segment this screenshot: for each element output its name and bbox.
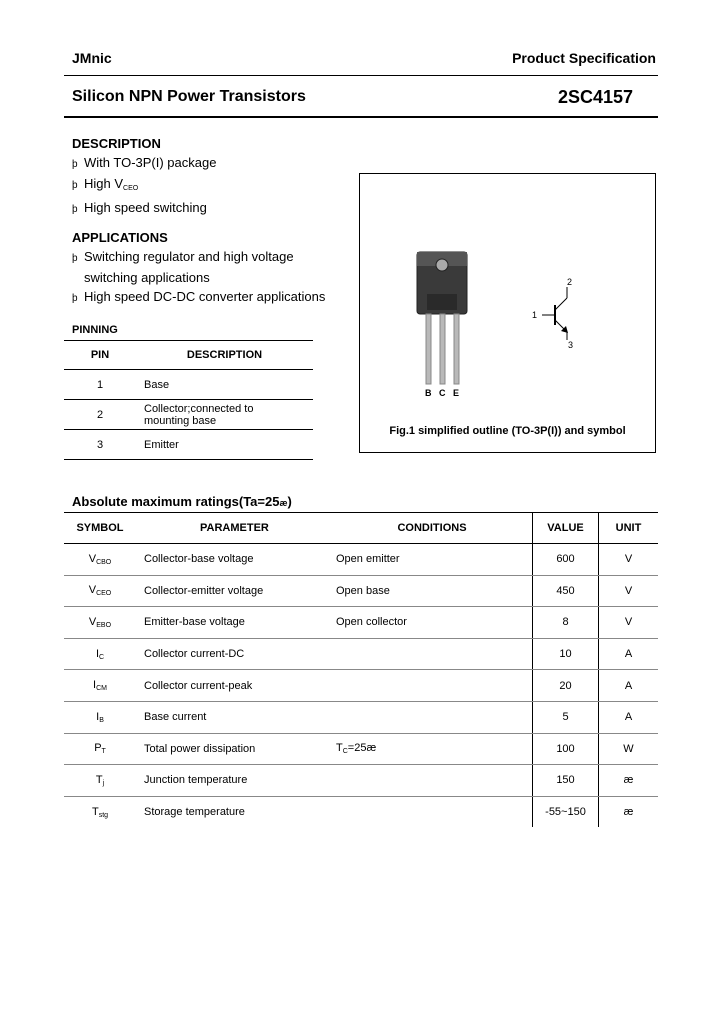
conditions-cell: Open emitter [332, 544, 533, 576]
parameter-cell: Collector-base voltage [136, 544, 332, 576]
description-list [72, 153, 216, 219]
bullet-mark: þ [72, 253, 78, 264]
table-row [64, 733, 658, 765]
lead-base [426, 314, 431, 384]
value-cell: 20 [533, 670, 599, 702]
unit-cell: V [599, 544, 659, 576]
figure-caption: Fig.1 simplified outline (TO-3P(I)) and symbol [389, 425, 626, 437]
unit-cell: V [599, 575, 659, 607]
column-header: PARAMETER [136, 513, 332, 544]
parameter-cell: Collector-emitter voltage [136, 575, 332, 607]
application-item: þ High speed DC-DC converter applications [72, 287, 325, 308]
table-row [64, 575, 658, 607]
header-divider [64, 75, 658, 76]
description-item: þ High $V_{CEO}$ [72, 174, 216, 198]
value-cell: -55~150 [533, 796, 599, 827]
table-row [64, 638, 658, 670]
lead-label: E [453, 388, 460, 398]
bullet-mark: þ [72, 293, 78, 304]
column-header: UNIT [599, 513, 659, 544]
doc-type: Product Specification [512, 50, 656, 66]
column-header: PIN [64, 341, 136, 370]
title-divider [64, 116, 658, 118]
pinning-table [64, 340, 313, 460]
symbol-cell: $V_{EBO}$ [64, 607, 136, 639]
parameter-cell: Base current [136, 701, 332, 733]
table-header-row [64, 513, 658, 544]
pin-number: 1 [64, 370, 136, 400]
part-number: 2SC4157 [558, 87, 634, 107]
table-row [64, 670, 658, 702]
table-row [64, 765, 658, 797]
symbol-cell: $I_C$ [64, 638, 136, 670]
table-row [64, 607, 658, 639]
symbol-cell: $V_{CEO}$ [64, 575, 136, 607]
conditions-cell [332, 765, 533, 797]
application-item: þ Switching regulator and high voltage [72, 247, 325, 268]
column-header: SYMBOL [64, 513, 136, 544]
table-row [64, 430, 313, 460]
lead-collector [440, 314, 445, 384]
unit-cell: A [599, 638, 659, 670]
table-row [64, 400, 313, 430]
column-header: CONDITIONS [332, 513, 533, 544]
symbol-cell: $V_{CBO}$ [64, 544, 136, 576]
applications-list [72, 247, 325, 308]
column-header: DESCRIPTION [136, 341, 313, 370]
symbol-label: 3 [568, 340, 574, 350]
description-item: þ With TO-3P(I) package [72, 153, 216, 174]
product-title: Silicon NPN Power Transistors [72, 88, 306, 105]
application-item-continued: switching applications [84, 270, 210, 285]
value-cell: 450 [533, 575, 599, 607]
symbol-cell: $T_j$ [64, 765, 136, 797]
parameter-cell: Emitter-base voltage [136, 607, 332, 639]
conditions-cell: Open base [332, 575, 533, 607]
pinning-heading: PINNING [72, 324, 118, 336]
unit-cell: V [599, 607, 659, 639]
package-outline-illustration [360, 174, 655, 424]
value-cell: 5 [533, 701, 599, 733]
bullet-mark: þ [72, 204, 78, 215]
bullet-mark: þ [72, 159, 78, 170]
table-row [64, 370, 313, 400]
parameter-cell: Collector current-DC [136, 638, 332, 670]
bullet-mark: þ [72, 180, 78, 191]
symbol-label: 2 [567, 277, 573, 287]
ratings-table [64, 512, 658, 827]
ratings-body [64, 544, 658, 828]
lead-label: B [425, 388, 432, 398]
conditions-cell [332, 670, 533, 702]
pin-description: Emitter [136, 430, 313, 460]
description-item: þ High speed switching [72, 198, 216, 219]
value-cell: 8 [533, 607, 599, 639]
conditions-cell: $T_C=25æ$ [332, 733, 533, 765]
symbol-cell: $I_B$ [64, 701, 136, 733]
parameter-cell: Storage temperature [144, 806, 245, 819]
table-row [64, 701, 658, 733]
value-cell: 150 [533, 765, 599, 797]
applications-heading: APPLICATIONS [72, 230, 168, 245]
pin-description: Collector;connected to mounting base [136, 400, 313, 430]
table-row [64, 544, 658, 576]
pin-description: Base [136, 370, 313, 400]
conditions-cell [332, 701, 533, 733]
parameter-cell: Collector current-peak [136, 670, 332, 702]
unit-cell: æ [599, 796, 659, 827]
unit-cell: æ [599, 765, 659, 797]
value-cell: 600 [533, 544, 599, 576]
conditions-cell [332, 796, 533, 827]
brand-name: JMnic [72, 50, 112, 66]
figure-box [359, 173, 656, 453]
mounting-hole [436, 259, 448, 271]
conditions-cell [332, 638, 533, 670]
parameter-cell: Junction temperature [136, 765, 332, 797]
value-cell: 100 [533, 733, 599, 765]
symbol-cell: $T_{stg}$ [91, 805, 109, 819]
unit-cell: A [599, 670, 659, 702]
lead-emitter [454, 314, 459, 384]
pin-number: 2 [64, 400, 136, 430]
table-row [64, 796, 658, 827]
lead-label: C [439, 388, 446, 398]
unit-cell: A [599, 701, 659, 733]
table-header-row [64, 341, 313, 370]
unit-cell: W [599, 733, 659, 765]
symbol-cell: $I_{CM}$ [64, 670, 136, 702]
column-header: VALUE [533, 513, 599, 544]
pin-number: 3 [64, 430, 136, 460]
parameter-cell: Total power dissipation [136, 733, 332, 765]
conditions-cell: Open collector [332, 607, 533, 639]
symbol-label: 1 [532, 310, 538, 320]
value-cell: 10 [533, 638, 599, 670]
ratings-heading: Absolute maximum ratings(Ta=25æ) [72, 494, 292, 509]
description-heading: DESCRIPTION [72, 136, 161, 151]
symbol-cell: $P_T$ [64, 733, 136, 765]
